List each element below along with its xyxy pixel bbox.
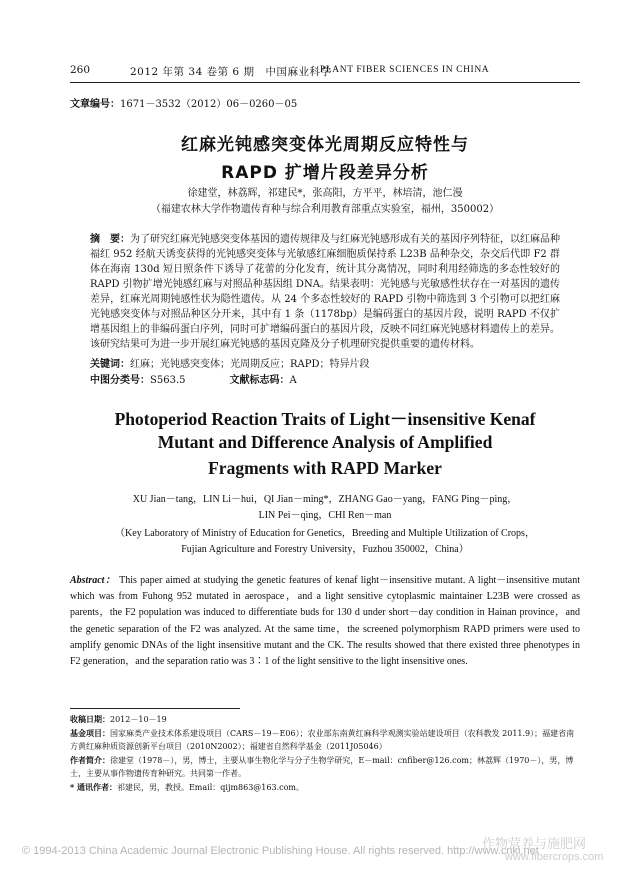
received-label: 收稿日期： (70, 714, 110, 724)
title-cn-line1: 红麻光钝感突变体光周期反应特性与 (181, 135, 469, 155)
article-number (70, 95, 297, 110)
clc-label: 中图分类号： (90, 375, 150, 386)
authors-en-line1: XU Jian－tang，LIN Li－hui，QI Jian－ming*，ZHANG Gao－yang，FANG Ping－ping， (132, 494, 518, 505)
watermark-cn: 作物营养与施肥网 (482, 837, 587, 852)
received-text: 2012－10－19 (110, 715, 167, 724)
bio-text: 徐建堂（1978－），男，博士，主要从事生物化学与分子生物学研究，E－mail：cnfiber@126.com；林荔辉（1970－），男，博士，主要从事作物遗传育种研究。共同第一作者。 (70, 755, 574, 778)
header-rule (70, 82, 580, 83)
corresponding-label: * 通讯作者： (70, 781, 117, 792)
footnote-received (70, 713, 580, 727)
affiliation-cn: （福建农林大学作物遗传育种与综合利用教育部重点实验室，福州，350002） (150, 204, 500, 215)
running-header (70, 64, 580, 80)
doc-code-value: A (289, 375, 297, 386)
keywords-cn (90, 355, 370, 370)
abstract-cn-label: 摘 要： (90, 234, 130, 245)
journal-name-cn: 2012 年第 34 卷第 6 期 中国麻业科学 (130, 66, 332, 78)
article-number-label: 文章编号： (70, 99, 120, 110)
article-number-value: 1671－3532（2012）06－0260－05 (120, 99, 298, 110)
copyright-line: © 1994-2013 China Academic Journal Electronic Publishing House. All rights reserved. http://www.cnki.net (22, 845, 539, 857)
keywords-cn-label: 关键词： (90, 359, 130, 370)
footnotes (70, 713, 580, 794)
abstract-en (70, 573, 580, 670)
abstract-en-label: Abstract： (70, 575, 116, 586)
clc-value: S563.5 (150, 375, 186, 386)
title-en-line3: Fragments with RAPD Marker (208, 458, 442, 478)
abstract-cn (90, 232, 560, 352)
page-number: 260 (70, 64, 91, 76)
abstract-cn-text: 为了研究红麻光钝感突变体基因的遗传规律及与红麻光钝感形成有关的基因序列特征，以红麻品种福红 952 经航天诱变获得的光钝感突变体与光敏感红麻细胞质保持系 L23B 品种杂交，杂交后代即 F2 群体在海南 130d 短日照条件下诱导了花蕾的分化发育，统计其分离情况，同时利用经筛选的多态性较好的 RAPD 引物扩增光钝感红麻与对照品种基因组 DNA。结果表明：光钝感与光敏感性状存在一对基因的遗传差异，红麻光周期钝感性状为隐性遗传。从 24 个多态性较好的 RAPD 引物中筛选到 3 个引物可以把红麻光钝感突变体与对照品种区分开来，其中有 1 条（1178bp）是编码蛋白的基因片段，说明 RAPD 不仅扩增基因组上的非编码蛋白序列，同时可扩增编码蛋白的基因片段，反映不同红麻光钝感材料遗传上的差异。该研究结果可为进一步开展红麻光钝感的基因克隆及分子机理研究提供重要的遗传材料。 (90, 234, 560, 350)
title-en-line1: Photoperiod Reaction Traits of Light－insensitive Kenaf (114, 409, 536, 429)
keywords-cn-text: 红麻；光钝感突变体；光周期反应；RAPD；特异片段 (130, 359, 370, 370)
fund-text: 国家麻类产业技术体系建设项目（CARS－19－E06）；农业部东南黄红麻科学观测实验站建设项目（农科教发 2011.9）；福建省南方黄红麻种质资源创新平台项目（2010N2002）；福建省自然科学基金（2011J05046） (70, 728, 575, 751)
footnote-author-bio (70, 754, 580, 781)
authors-en-line2: LIN Pei－qing，CHI Ren－man (258, 510, 392, 521)
corresponding-text: 祁建民，男，教授。Email：qijm863@163.com。 (116, 782, 304, 792)
title-cn-line2: RAPD 扩增片段差异分析 (221, 163, 429, 183)
classification (90, 371, 297, 386)
footnote-fund (70, 727, 580, 754)
watermark-url: www.fibercrops.com (505, 851, 604, 863)
footnote-corresponding (70, 781, 580, 795)
affiliation-en-line1: （Key Laboratory of Ministry of Education for Genetics，Breeding and Multiple Utilization of Crops， (115, 528, 535, 539)
abstract-en-text: This paper aimed at studying the genetic features of kenaf light－insensitive mutant. A light－insensitive mutant which was from Fuhong 952 mutated in aerospace，and a light sensitive cytoplasmic maintainer L23B were crossed as parents，the F2 population was induced to differentiate buds for 130 d under short－day condition in Hainan province，and the genetic separation of the F2 was analyzed. At the same time，the screened polymorphism RAPD primers were used to amplify genomic DNAs of the light insensitive mutant and the CK. The results showed that there existed three phenotypes in F2 generation，and the separation ratio was 3∶1 of the light sensitive to the light insensitive ones. (70, 575, 581, 668)
authors-cn: 徐建堂，林荔辉，祁建民*，张高阳，方平平，林培清，池仁漫 (187, 188, 463, 199)
journal-name-en: PLANT FIBER SCIENCES IN CHINA (320, 65, 490, 75)
bio-label: 作者简介： (70, 754, 110, 765)
title-en-line2: Mutant and Difference Analysis of Amplified (157, 432, 493, 452)
doc-code-label: 文献标志码： (229, 375, 290, 386)
fund-label: 基金项目： (70, 727, 110, 738)
footnote-rule (70, 708, 240, 709)
affiliation-en-line2: Fujian Agriculture and Forestry University，Fuzhou 350002，China） (181, 544, 469, 555)
